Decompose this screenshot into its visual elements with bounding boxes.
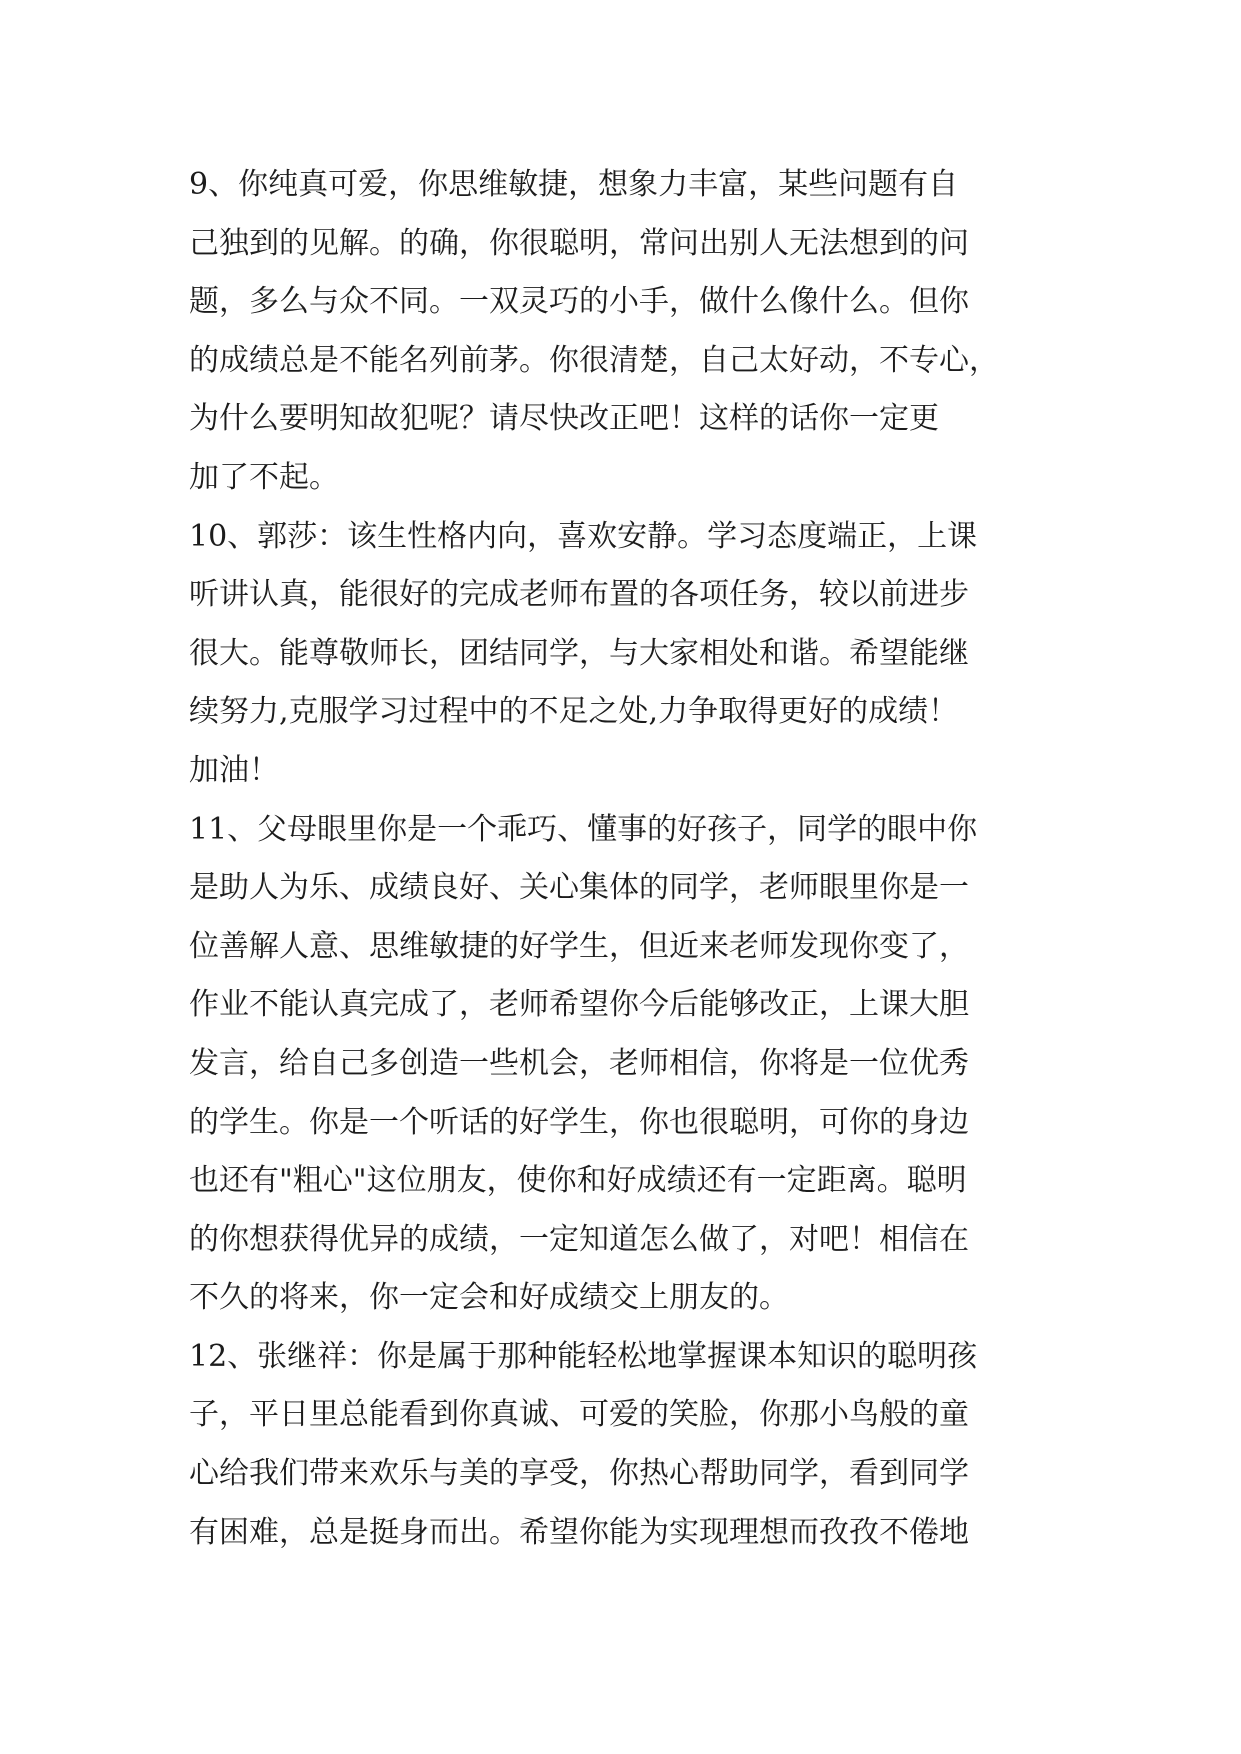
text-line: 发言，给自己多创造一些机会，老师相信，你将是一位优秀 bbox=[189, 1045, 969, 1081]
text-line: 很大。能尊敬师长，团结同学，与大家相处和谐。希望能继 bbox=[189, 635, 969, 671]
text-line: 心给我们带来欢乐与美的享受，你热心帮助同学，看到同学 bbox=[189, 1456, 969, 1492]
text-line: 加油！ bbox=[189, 752, 279, 788]
text-line: 的成绩总是不能名列前茅。你很清楚，自己太好动，不专心， bbox=[189, 342, 999, 378]
text-line: 9、你纯真可爱，你思维敏捷，想象力丰富，某些问题有自 bbox=[189, 167, 959, 202]
text-line: 作业不能认真完成了，老师希望你今后能够改正，上课大胆 bbox=[189, 987, 969, 1023]
text-line: 听讲认真，能很好的完成老师布置的各项任务，较以前进步 bbox=[189, 577, 969, 613]
body-text bbox=[189, 156, 1069, 1562]
text-line: 10、郭莎：该生性格内向，喜欢安静。学习态度端正，上课 bbox=[189, 518, 978, 554]
text-line: 12、张继祥：你是属于那种能轻松地掌握课本知识的聪明孩 bbox=[189, 1338, 978, 1374]
text-line: 有困难，总是挺身而出。希望你能为实现理想而孜孜不倦地 bbox=[189, 1514, 969, 1550]
text-line: 位善解人意、思维敏捷的好学生，但近来老师发现你变了， bbox=[189, 928, 969, 964]
text-line: 续努力,克服学习过程中的不足之处,力争取得更好的成绩！ bbox=[189, 694, 959, 730]
text-line: 子，平日里总能看到你真诚、可爱的笑脸，你那小鸟般的童 bbox=[189, 1397, 969, 1433]
text-line: 的你想获得优异的成绩，一定知道怎么做了，对吧！相信在 bbox=[189, 1221, 969, 1257]
text-line: 为什么要明知故犯呢？请尽快改正吧！这样的话你一定更 bbox=[189, 401, 939, 437]
text-line: 也还有"粗心"这位朋友，使你和好成绩还有一定距离。聪明 bbox=[189, 1163, 967, 1199]
text-line: 的学生。你是一个听话的好学生，你也很聪明，可你的身边 bbox=[189, 1104, 969, 1140]
text-line: 不久的将来，你一定会和好成绩交上朋友的。 bbox=[189, 1280, 789, 1316]
text-line: 加了不起。 bbox=[189, 459, 339, 495]
text-line: 己独到的见解。的确，你很聪明，常问出别人无法想到的问 bbox=[189, 225, 969, 261]
text-line: 11、父母眼里你是一个乖巧、懂事的好孩子，同学的眼中你 bbox=[189, 811, 978, 847]
text-line: 是助人为乐、成绩良好、关心集体的同学，老师眼里你是一 bbox=[189, 870, 969, 906]
text-line: 题，多么与众不同。一双灵巧的小手，做什么像什么。但你 bbox=[189, 284, 969, 320]
